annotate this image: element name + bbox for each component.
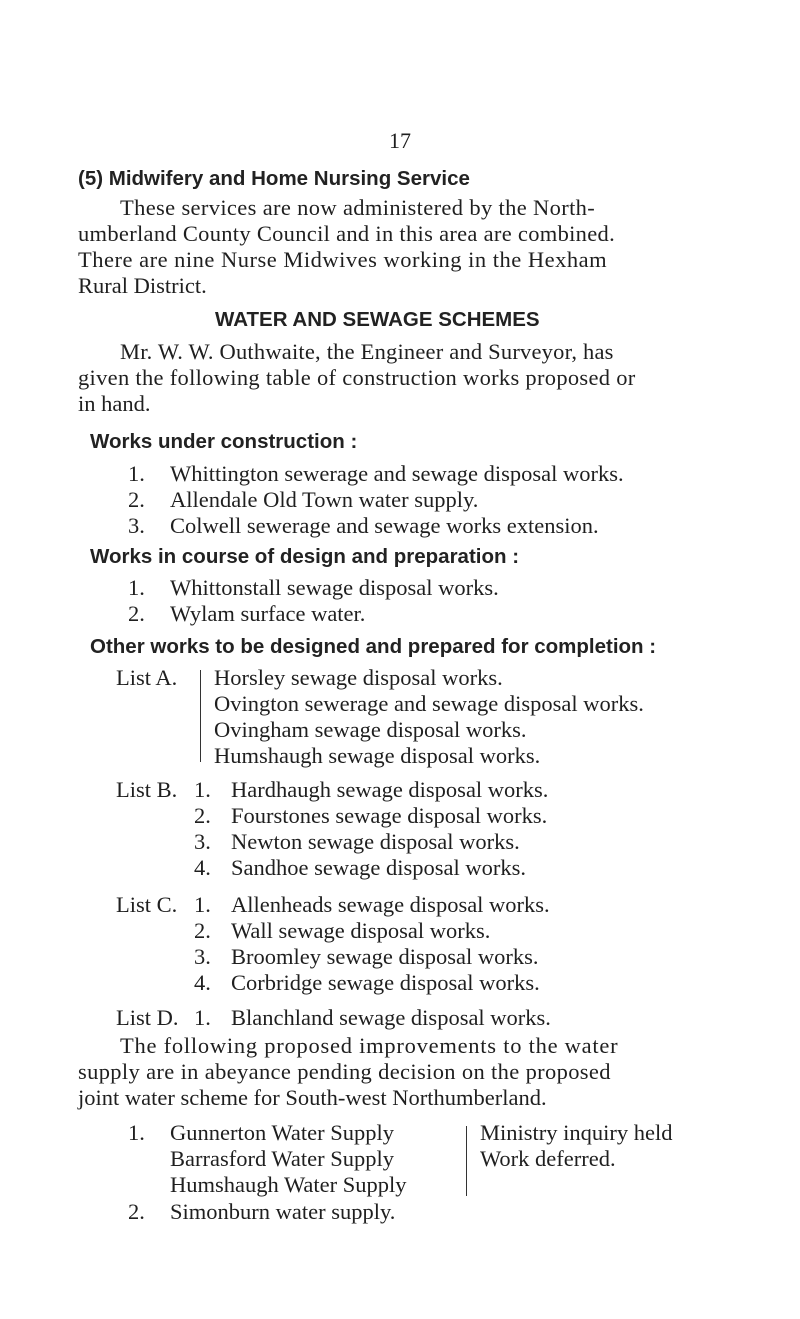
list-item-number: 2. [194, 803, 211, 828]
supply-note: Ministry inquiry held [480, 1120, 673, 1145]
list-item-number: 1. [194, 777, 211, 802]
list-item-number: 3. [128, 513, 145, 538]
midwifery-line-3: There are nine Nurse Midwives working in the Hexham [78, 247, 608, 272]
list-item-number: 1. [194, 892, 211, 917]
list-item: Wall sewage disposal works. [231, 918, 491, 943]
list-a-label: List A. [116, 665, 178, 690]
midwifery-line-2: umberland County Council and in this area are combined. [78, 221, 615, 246]
list-item: Hardhaugh sewage disposal works. [231, 777, 549, 802]
list-item: Whittonstall sewage disposal works. [170, 575, 499, 600]
works-under-construction-heading: Works under construction : [90, 430, 358, 453]
list-item-number: 2. [128, 601, 145, 626]
list-d-label: List D. [116, 1005, 179, 1030]
list-item: Humshaugh sewage disposal works. [214, 743, 541, 768]
brace-supplies [466, 1126, 472, 1196]
list-item-number: 4. [194, 970, 211, 995]
list-item: Ovingham sewage disposal works. [214, 717, 527, 742]
list-item: Allenheads sewage disposal works. [231, 892, 550, 917]
list-b-label: List B. [116, 777, 178, 802]
water-sewage-heading: WATER AND SEWAGE SCHEMES [215, 308, 540, 331]
list-item: Colwell sewerage and sewage works extension. [170, 513, 599, 538]
abeyance-line-3: joint water scheme for South-west Northumberland. [78, 1085, 547, 1110]
supply-item: Humshaugh Water Supply [170, 1172, 407, 1197]
supply-note: Work deferred. [480, 1146, 616, 1171]
list-item-number: 1. [128, 1120, 145, 1145]
list-item: Wylam surface water. [170, 601, 366, 626]
list-item: Fourstones sewage disposal works. [231, 803, 548, 828]
list-item: Blanchland sewage disposal works. [231, 1005, 551, 1030]
list-item-number: 1. [128, 575, 145, 600]
page-number: 17 [389, 128, 411, 153]
supply-item: Simonburn water supply. [170, 1199, 396, 1224]
intro-line-1: Mr. W. W. Outhwaite, the Engineer and Surveyor, has [120, 339, 614, 364]
list-item-number: 4. [194, 855, 211, 880]
list-item-number: 2. [128, 487, 145, 512]
works-design-preparation-heading: Works in course of design and preparation : [90, 545, 520, 568]
midwifery-line-4: Rural District. [78, 273, 207, 298]
list-item: Newton sewage disposal works. [231, 829, 520, 854]
intro-line-3: in hand. [78, 391, 151, 416]
list-item: Ovington sewerage and sewage disposal works. [214, 691, 644, 716]
abeyance-line-2: supply are in abeyance pending decision on the proposed [78, 1059, 611, 1084]
midwifery-line-1: These services are now administered by the North- [120, 195, 596, 220]
section-heading-midwifery: (5) Midwifery and Home Nursing Service [78, 167, 470, 190]
supply-item: Gunnerton Water Supply [170, 1120, 394, 1145]
list-item-number: 3. [194, 829, 211, 854]
abeyance-line-1: The following proposed improvements to the water [120, 1033, 619, 1058]
list-item-number: 1. [194, 1005, 211, 1030]
list-item: Corbridge sewage disposal works. [231, 970, 540, 995]
list-item: Whittington sewerage and sewage disposal works. [170, 461, 624, 486]
list-item: Sandhoe sewage disposal works. [231, 855, 526, 880]
list-item: Horsley sewage disposal works. [214, 665, 503, 690]
list-item-number: 2. [128, 1199, 145, 1224]
list-item: Allendale Old Town water supply. [170, 487, 479, 512]
list-c-label: List C. [116, 892, 178, 917]
brace-list-a [200, 670, 206, 762]
list-item-number: 3. [194, 944, 211, 969]
list-item-number: 1. [128, 461, 145, 486]
other-works-heading: Other works to be designed and prepared for completion : [90, 635, 657, 658]
list-item-number: 2. [194, 918, 211, 943]
supply-item: Barrasford Water Supply [170, 1146, 394, 1171]
intro-line-2: given the following table of construction works proposed or [78, 365, 636, 390]
list-item: Broomley sewage disposal works. [231, 944, 539, 969]
